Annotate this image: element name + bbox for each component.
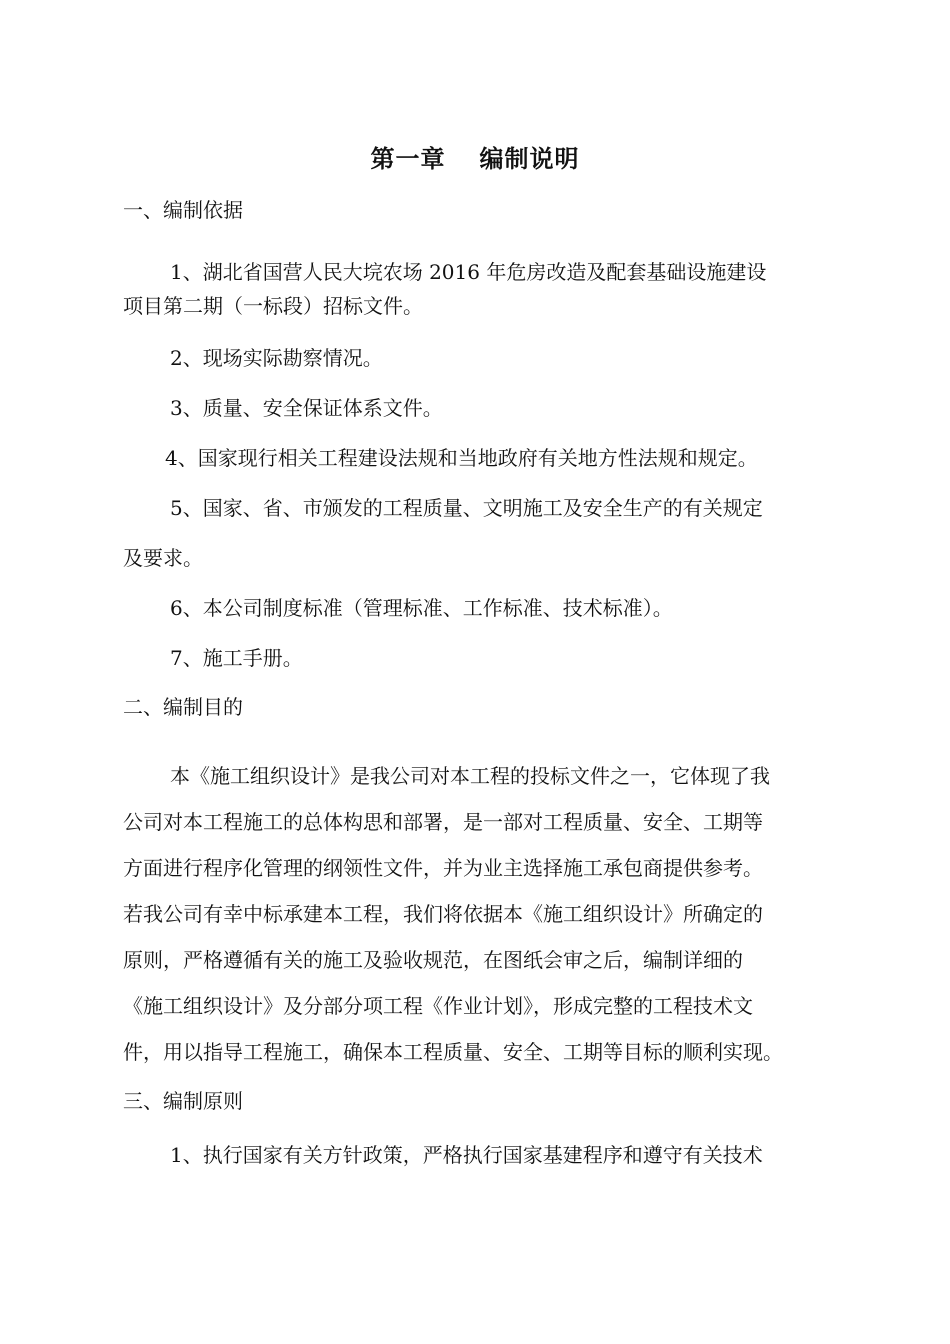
list-item: 7、施工手册。 <box>170 646 303 670</box>
paragraph-line: 件，用以指导工程施工，确保本工程质量、安全、工期等目标的顺利实现。 <box>123 1040 783 1064</box>
chapter-title <box>0 140 950 178</box>
list-item-continuation: 项目第二期（一标段）招标文件。 <box>123 294 423 318</box>
list-item: 1、湖北省国营人民大垸农场 2016 年危房改造及配套基础设施建设 <box>170 260 767 284</box>
list-item: 5、国家、省、市颁发的工程质量、文明施工及安全生产的有关规定 <box>170 496 763 520</box>
list-item: 4、国家现行相关工程建设法规和当地政府有关地方性法规和规定。 <box>165 446 758 470</box>
paragraph-line: 若我公司有幸中标承建本工程，我们将依据本《施工组织设计》所确定的 <box>123 902 763 926</box>
chapter-name: 编制说明 <box>479 144 580 173</box>
section-heading: 三、编制原则 <box>123 1089 243 1113</box>
list-item: 3、质量、安全保证体系文件。 <box>170 396 443 420</box>
chapter-number: 第一章 <box>370 144 446 173</box>
paragraph-line: 原则，严格遵循有关的施工及验收规范，在图纸会审之后，编制详细的 <box>123 948 743 972</box>
paragraph-line: 公司对本工程施工的总体构思和部署，是一部对工程质量、安全、工期等 <box>123 810 763 834</box>
list-item: 1、执行国家有关方针政策，严格执行国家基建程序和遵守有关技术 <box>170 1143 763 1167</box>
list-item-continuation: 及要求。 <box>123 546 203 570</box>
section-heading: 一、编制依据 <box>123 198 243 222</box>
section-heading: 二、编制目的 <box>123 695 243 719</box>
paragraph-line: 本《施工组织设计》是我公司对本工程的投标文件之一，它体现了我 <box>170 764 770 788</box>
list-item: 2、现场实际勘察情况。 <box>170 346 383 370</box>
list-item: 6、本公司制度标准（管理标准、工作标准、技术标准）。 <box>170 596 673 620</box>
paragraph-line: 《施工组织设计》及分部分项工程《作业计划》，形成完整的工程技术文 <box>123 994 753 1018</box>
paragraph-line: 方面进行程序化管理的纲领性文件，并为业主选择施工承包商提供参考。 <box>123 856 763 880</box>
